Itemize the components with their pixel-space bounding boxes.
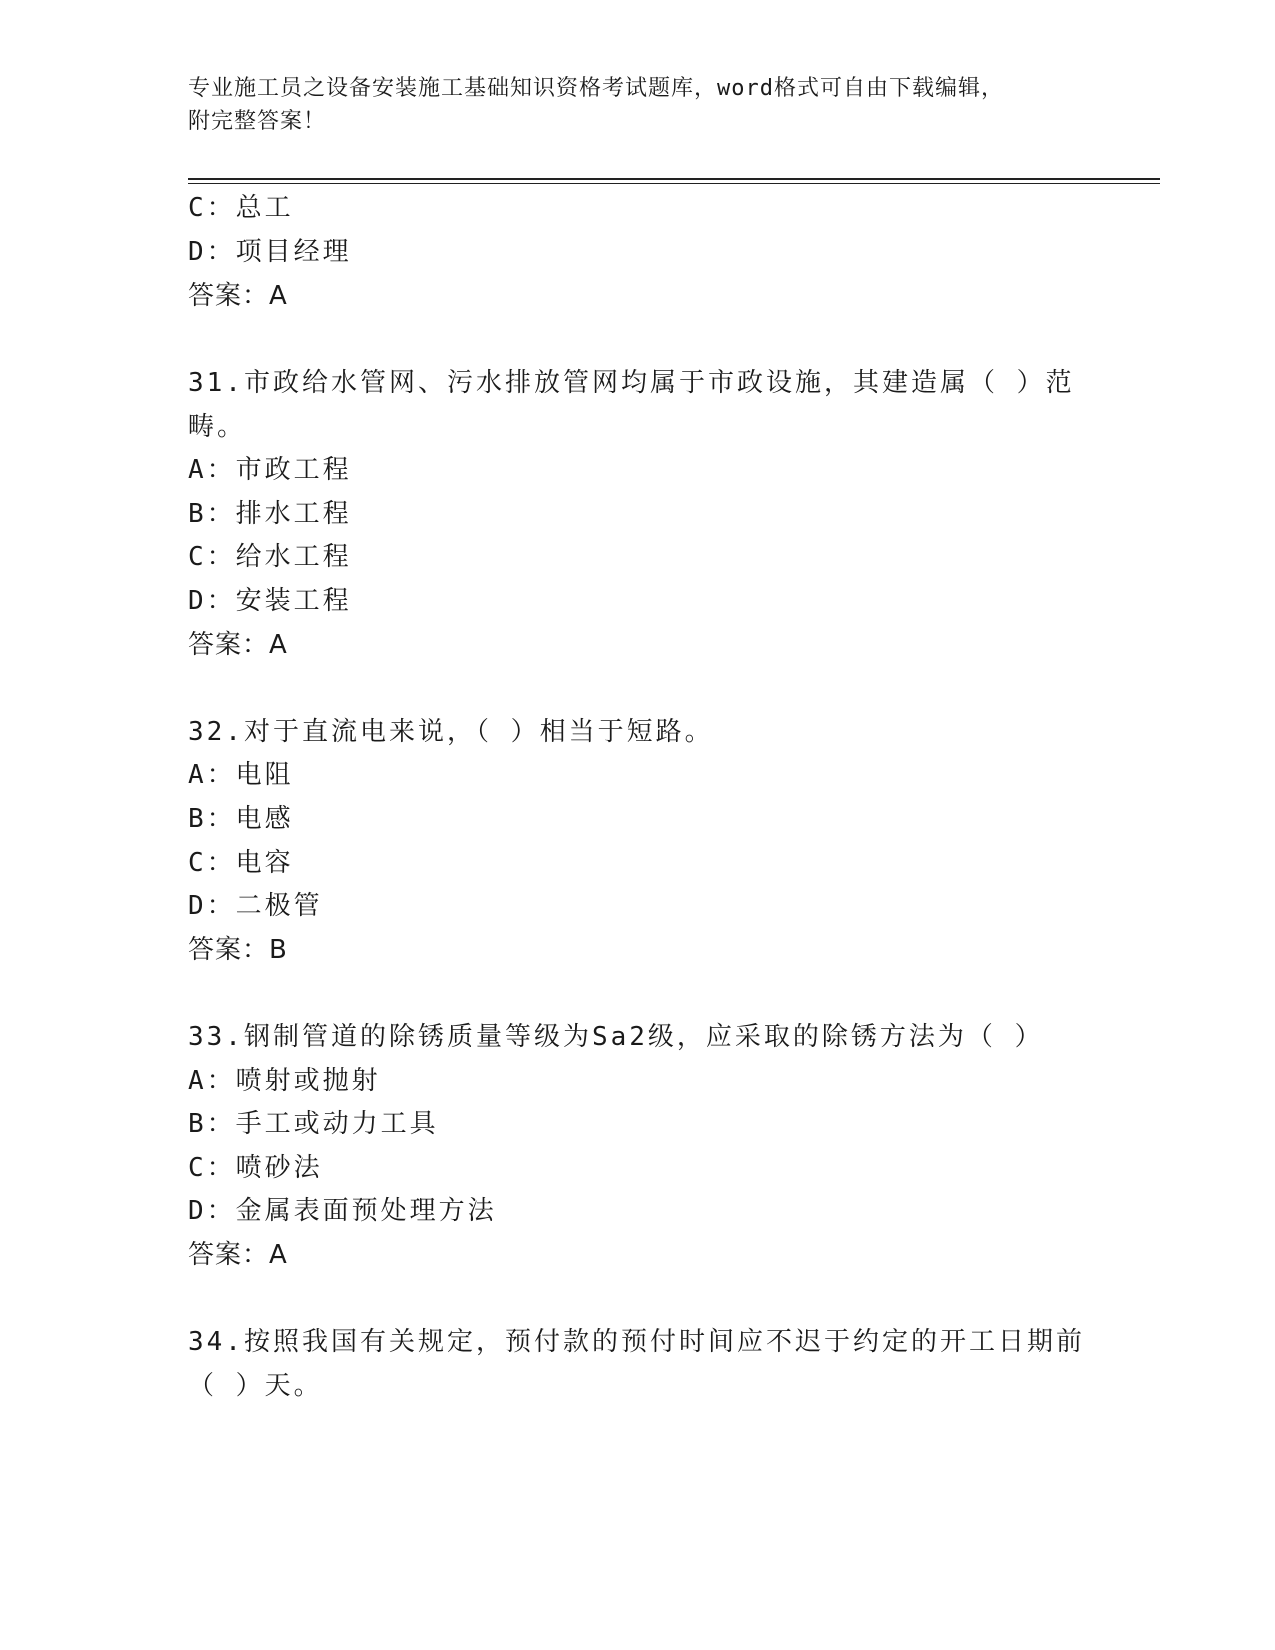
prev-option-d: D：项目经理	[188, 237, 352, 267]
q33-option-a: A：喷射或抛射	[188, 1066, 381, 1096]
header-line-2: 附完整答案！	[188, 109, 327, 134]
q33-option-d: D：金属表面预处理方法	[188, 1196, 497, 1226]
q32-answer: 答案：B	[188, 935, 288, 965]
q32-option-c: C：电容	[188, 848, 294, 878]
q31-text-line-1: 31.市政给水管网、污水排放管网均属于市政设施，其建造属（ ）范	[188, 368, 1075, 398]
q34-text-line-2: （ ）天。	[188, 1371, 323, 1401]
q33-answer: 答案：A	[188, 1240, 288, 1270]
header-divider-thin	[188, 183, 1160, 184]
prev-answer: 答案：A	[188, 281, 288, 311]
q34-text-line-1: 34.按照我国有关规定，预付款的预付时间应不迟于约定的开工日期前	[188, 1327, 1085, 1357]
q32-option-d: D：二极管	[188, 891, 323, 921]
q31-option-b: B：排水工程	[188, 499, 352, 529]
header-line-1: 专业施工员之设备安装施工基础知识资格考试题库，word格式可自由下载编辑，	[188, 76, 1004, 101]
q32-text-line-1: 32.对于直流电来说，（ ）相当于短路。	[188, 717, 714, 747]
q33-option-c: C：喷砂法	[188, 1153, 323, 1183]
q31-option-a: A：市政工程	[188, 455, 352, 485]
q33-text-line-1: 33.钢制管道的除锈质量等级为Sa2级，应采取的除锈方法为（ ）	[188, 1022, 1044, 1052]
q32-option-b: B：电感	[188, 804, 294, 834]
q33-option-b: B：手工或动力工具	[188, 1109, 439, 1139]
q32-option-a: A：电阻	[188, 760, 294, 790]
q31-answer: 答案：A	[188, 630, 288, 660]
q31-option-c: C：给水工程	[188, 542, 352, 572]
prev-option-c: C：总工	[188, 193, 294, 223]
document-header	[188, 72, 1068, 138]
q31-text-line-2: 畴。	[188, 412, 247, 442]
header-divider-thick	[188, 178, 1160, 180]
q31-option-d: D：安装工程	[188, 586, 352, 616]
